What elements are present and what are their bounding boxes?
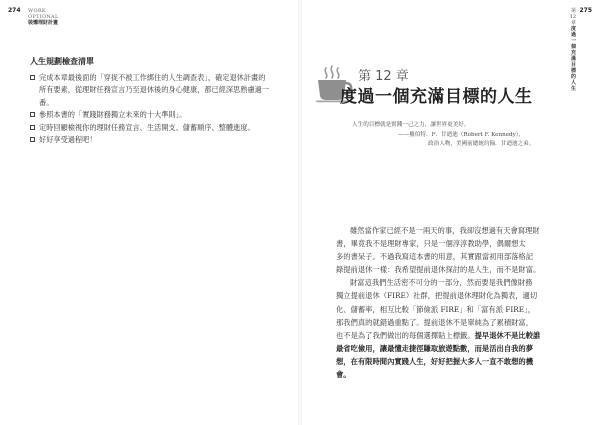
body-line xyxy=(336,329,558,342)
left-running-header xyxy=(8,7,59,26)
checklist-item-text: 好好享受過程吧！ xyxy=(39,135,97,145)
checklist-item xyxy=(30,122,270,134)
body-bold-line: 會。 xyxy=(336,370,351,380)
checklist-item-text: 參照本書的「實踐財務獨立未來的十大準則」。 xyxy=(39,110,187,120)
right-page-number: 275 xyxy=(579,7,592,14)
body-paragraph-1 xyxy=(336,224,558,276)
left-page-number: 274 xyxy=(8,7,21,14)
checklist-item xyxy=(30,109,270,121)
right-section-title: 度過一個充滿目標的人生 xyxy=(570,26,576,92)
left-book-title: 裝懶理財計畫 xyxy=(28,20,59,26)
body-bold-line: 最省吃儉用，讓最懂走捷徑賺取旅遊點數，而是活出自我的夢 xyxy=(336,343,534,353)
body-paragraph-2 xyxy=(336,276,558,381)
left-series-title: WORK OPTIONAL xyxy=(28,8,59,20)
quote-text: 人生的目標就是實踐一己之力，讓世界更美好。 xyxy=(352,122,470,128)
chapter-title: 度過一個充滿目標的人生 xyxy=(340,87,533,107)
body-bold-line: 想，在有限時間內實踐人生，好好把握大多人一直不敢想的機 xyxy=(336,356,534,366)
chapter-body-text xyxy=(336,224,558,381)
body-line: 那我們真的就錯過重點了。提前退休不是單純為了累積財富， xyxy=(336,317,534,327)
body-bold-text: 提早退休不是比較誰 xyxy=(474,330,541,340)
life-planning-checklist xyxy=(30,56,270,146)
body-line-text: 也不是為了我們做出的每個選擇貼上標籤。 xyxy=(336,330,475,340)
checklist-item-text: 定時回顧檢視你的理財任務宣言、生活開支、儲蓄順序、整體進度。 xyxy=(39,122,255,132)
quote-attribution-detail: 政治人物，美國前總統約翰．甘迺迪之弟。 xyxy=(428,141,535,147)
body-line: 多的書呆子。不過我寫這本書的用意，其實跟當初用部落格記 xyxy=(336,252,534,262)
checkbox-icon xyxy=(30,75,35,80)
body-line: 化、儲蓄率，相互比較「節儉派 FIRE」和「富有派 FIRE」， xyxy=(336,304,536,314)
checklist-item xyxy=(30,134,270,146)
checkbox-icon xyxy=(30,112,35,117)
checklist-item-text: 完成本章最後面的「穿捉不被工作綁住的人生調查表」，確定退休計畫的所有要素，從理財任務宣言乃至退休後的身心健康，都已經深思熟慮過一番。 xyxy=(39,73,270,107)
body-line: 書，畢竟我不是理財專家，只是一個淳淳教助學，偶爾想太 xyxy=(336,239,526,249)
body-line: 錄提前退休一樣：我希望提前退休探討的是人生，而不是財富。 xyxy=(336,265,541,275)
checklist-title: 人生規劃檢查清單 xyxy=(30,57,94,66)
body-line: 獨立提前退休（FIRE）社群，把提前退休理財化為獨表，適切 xyxy=(336,291,538,301)
chapter-label: 第 12 章 xyxy=(358,69,409,84)
checklist-item xyxy=(30,72,270,109)
checkbox-icon xyxy=(30,137,35,142)
right-running-header xyxy=(569,7,592,92)
right-chapter-number: 第 12 章 xyxy=(569,8,577,26)
epigraph-quote xyxy=(352,121,572,150)
quote-attribution: ——羅伯特．F．甘迺迪（Robert F. Kennedy）， xyxy=(398,131,525,138)
checkbox-icon xyxy=(30,125,35,130)
body-line: 雖然當作家已經不是一兩天的事，我卻沒想過有天會寫理財 xyxy=(350,226,540,235)
body-line: 財富這我們生活密不可分的一部分，然而要是我們像財務 xyxy=(350,278,533,288)
page-gutter xyxy=(298,0,302,425)
